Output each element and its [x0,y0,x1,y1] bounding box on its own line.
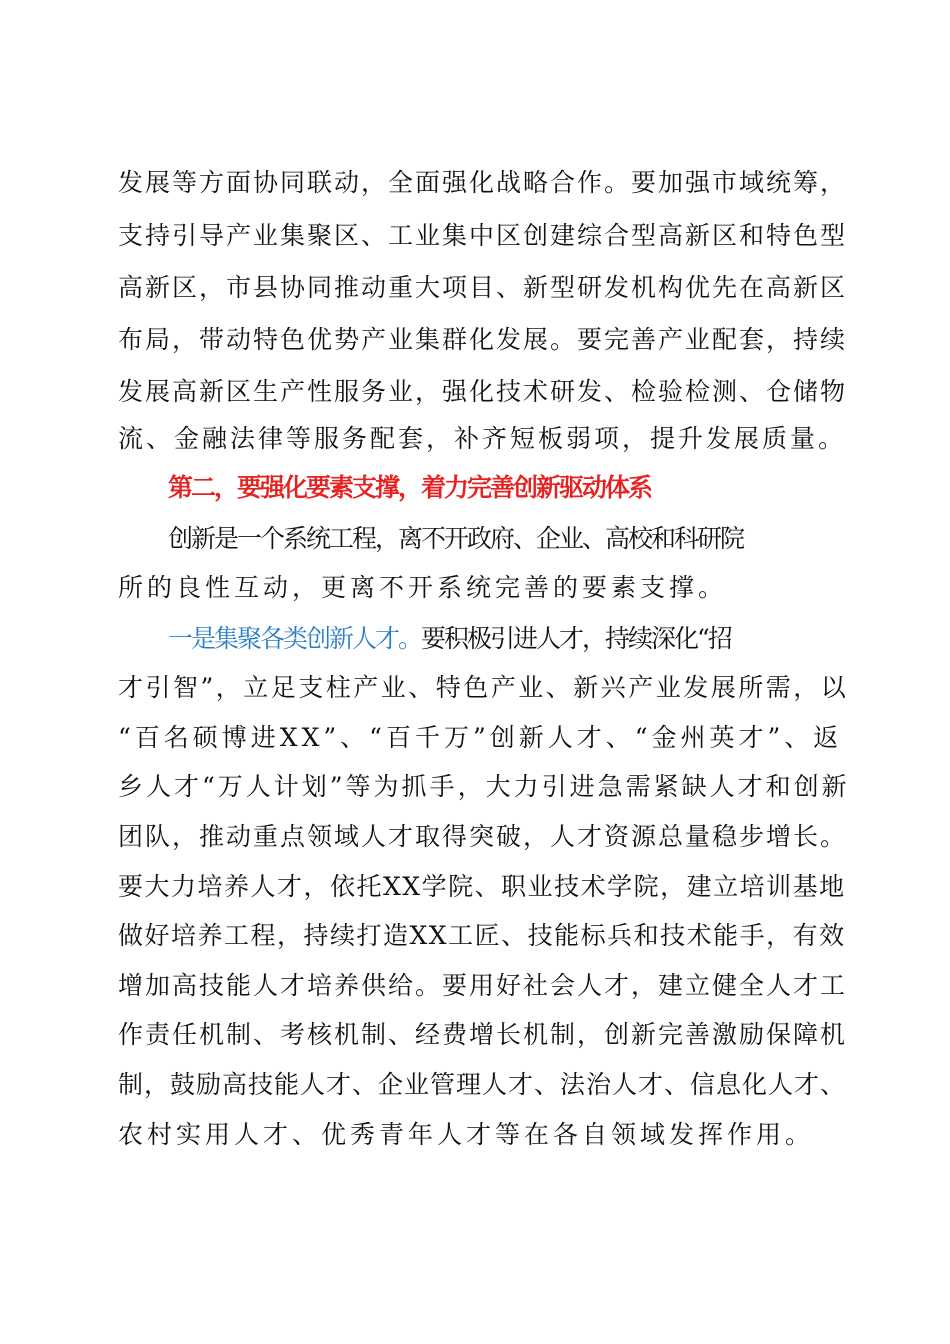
body-text-line: “百名硕博进XX”、“百千万”创新人才、“金州英才”、返 [118,723,843,752]
subheading-highlight: 一是集聚各类创新人才。 [168,624,422,653]
body-text-line: 才引智”，立足支柱产业、特色产业、新兴产业发展所需，以 [118,673,849,702]
talent-paragraph-first-line [168,619,888,659]
body-text-line: 布局，带动特色优势产业集群化发展。要完善产业配套，持续 [118,325,848,354]
body-text-line: 做好培养工程，持续打造XX工匠、技能标兵和技术能手，有效 [118,921,846,950]
body-text-span: 要积极引进人才，持续深化“招 [421,624,731,653]
body-text-line: 发展高新区生产性服务业，强化技术研发、检验检测、仓储物 [118,377,848,406]
body-text-line: 所的良性互动，更离不开系统完善的要素支撑。 [118,573,728,602]
body-text-line: 发展等方面协同联动，全面强化战略合作。要加强市域统筹， [118,168,848,197]
body-text-line: 制，鼓励高技能人才、企业管理人才、法治人才、信息化人才、 [118,1070,847,1099]
body-text-line: 创新是一个系统工程，离不开政府、企业、高校和科研院 [168,524,744,553]
section-heading: 第二，要强化要素支撑，着力完善创新驱动体系 [168,473,652,502]
body-text-line: 要大力培养人才，依托XX学院、职业技术学院，建立培训基地 [118,872,846,901]
body-text-line: 作责任机制、考核机制、经费增长机制，创新完善激励保障机 [118,1020,848,1049]
body-text-line: 流、金融法律等服务配套，补齐短板弱项，提升发展质量。 [118,424,847,453]
body-text-line: 乡人才“万人计划”等为抓手，大力引进急需紧缺人才和创新 [118,772,850,801]
body-text-line: 团队，推动重点领域人才取得突破，人才资源总量稳步增长。 [118,822,848,851]
body-text-line: 增加高技能人才培养供给。要用好社会人才，建立健全人才工 [118,971,848,1000]
body-text-line: 高新区，市县协同推动重大项目、新型研发机构优先在高新区 [118,273,848,302]
body-text-line: 支持引导产业集聚区、工业集中区创建综合型高新区和特色型 [118,221,848,250]
body-text-line: 农村实用人才、优秀青年人才等在各自领域发挥作用。 [118,1120,815,1149]
